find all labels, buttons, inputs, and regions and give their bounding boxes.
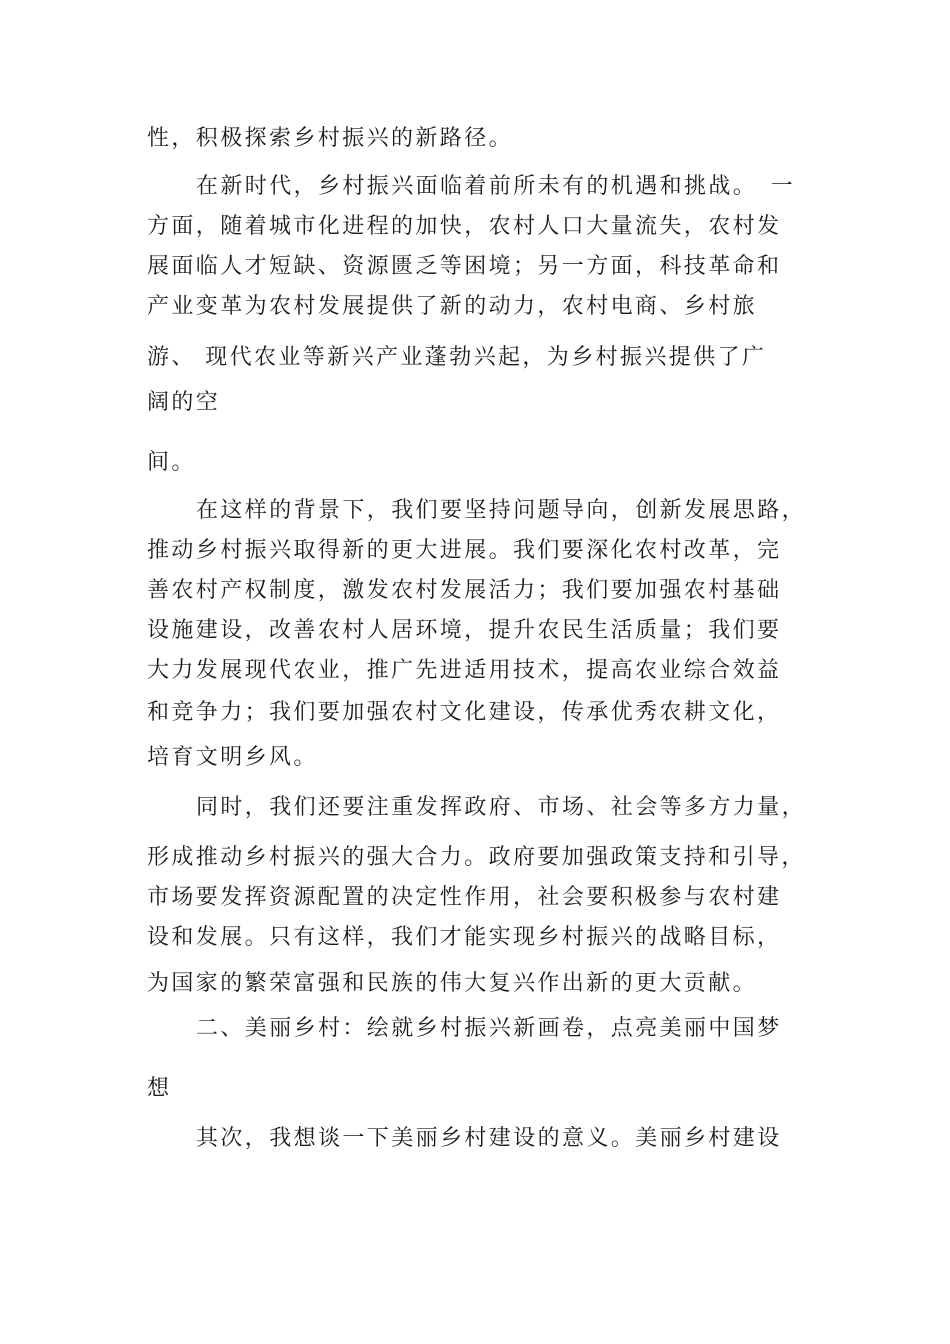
paragraph-start: 在新时代，乡村振兴面临着前所未有的机遇和挑战。 一 xyxy=(196,174,796,199)
text-line: 为国家的繁荣富强和民族的伟大复兴作出新的更大贡献。 xyxy=(147,971,758,996)
text-line: 培育文明乡风。 xyxy=(147,745,318,770)
text-line: 游、 现代农业等新兴产业蓬勃兴起，为乡村振兴提供了广 xyxy=(147,345,767,370)
text-line: 和竞争力；我们要加强农村文化建设，传承优秀农耕文化， xyxy=(147,700,782,725)
text-line: 形成推动乡村振兴的强大合力。政府要加强政策支持和引导， xyxy=(147,845,806,870)
text-line: 间。 xyxy=(147,450,196,475)
text-line: 产业变革为农村发展提供了新的动力，农村电商、乡村旅 xyxy=(147,294,758,319)
text-line: 推动乡村振兴取得新的更大进展。我们要深化农村改革，完 xyxy=(147,538,782,563)
text-line: 方面，随着城市化进程的加快，农村人口大量流失，农村发 xyxy=(147,214,782,239)
paragraph-start: 其次，我想谈一下美丽乡村建设的意义。美丽乡村建设 xyxy=(196,1126,782,1151)
text-line: 展面临人才短缺、资源匮乏等困境；另一方面，科技革命和 xyxy=(147,254,782,279)
text-line: 阔的空 xyxy=(147,390,221,415)
paragraph-start: 同时，我们还要注重发挥政府、市场、社会等多方力量， xyxy=(196,795,807,820)
text-line: 善农村产权制度，激发农村发展活力；我们要加强农村基础 xyxy=(147,578,782,603)
section-heading-continuation: 想 xyxy=(147,1076,172,1101)
section-heading: 二、美丽乡村：绘就乡村振兴新画卷，点亮美丽中国梦 xyxy=(196,1016,782,1041)
text-line: 市场要发挥资源配置的决定性作用，社会要积极参与农村建 xyxy=(147,885,782,910)
text-line: 性，积极探索乡村振兴的新路径。 xyxy=(147,126,514,151)
text-line: 大力发展现代农业，推广先进适用技术，提高农业综合效益 xyxy=(147,658,782,683)
paragraph-start: 在这样的背景下，我们要坚持问题导向，创新发展思路， xyxy=(196,498,807,523)
text-line: 设施建设，改善农村人居环境，提升农民生活质量；我们要 xyxy=(147,618,782,643)
text-line: 设和发展。只有这样，我们才能实现乡村振兴的战略目标， xyxy=(147,925,782,950)
